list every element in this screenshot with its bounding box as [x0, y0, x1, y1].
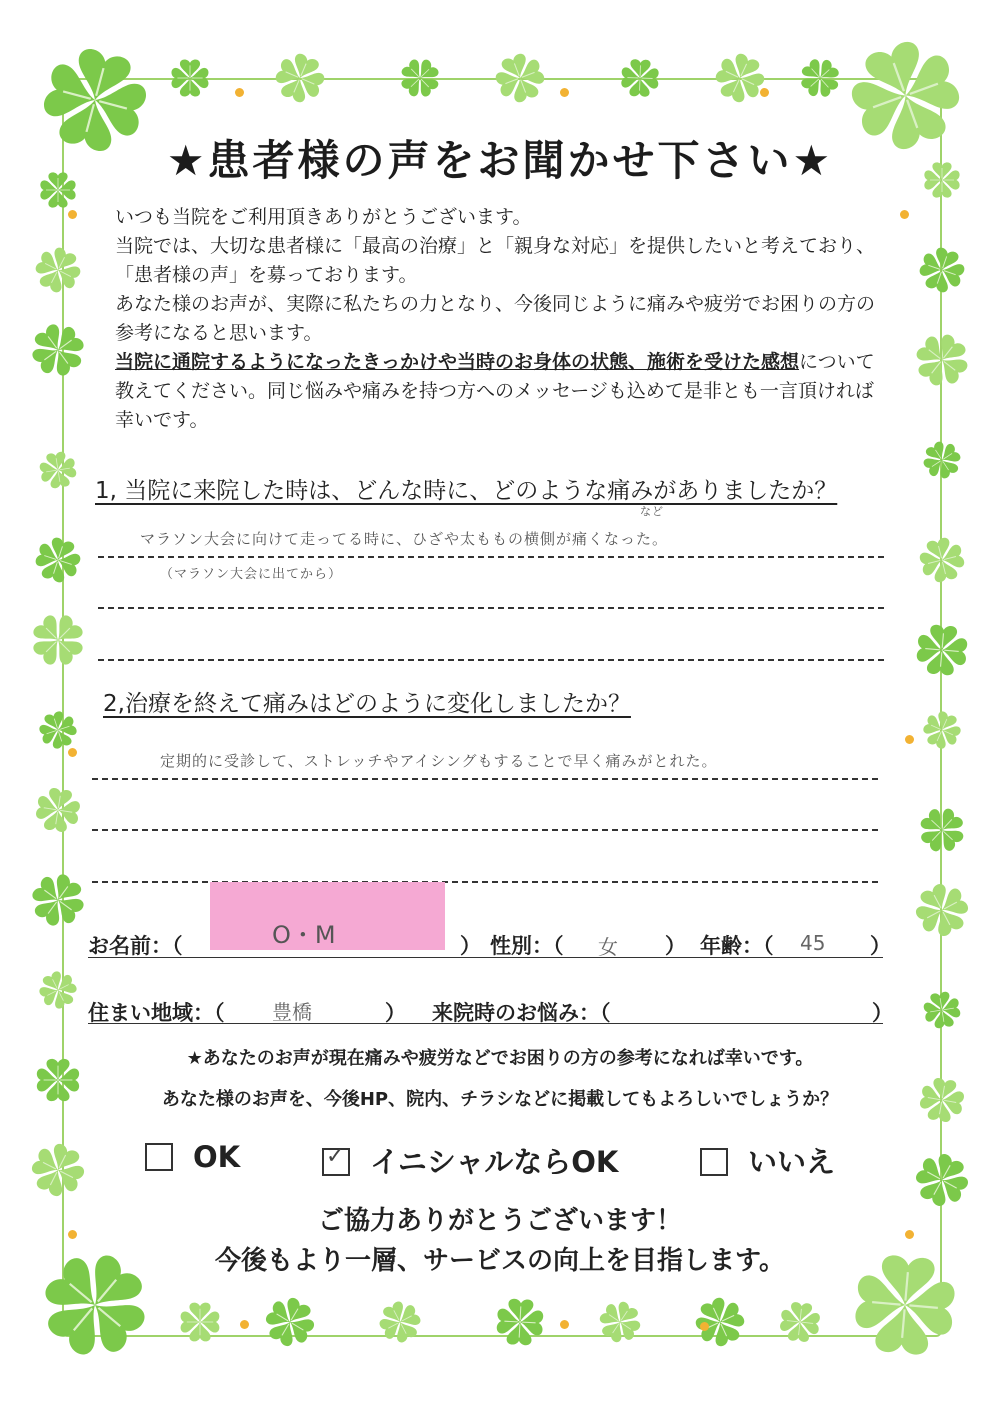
question-1: 1, 当院に来院した時は、どんな時に、どのような痛みがありましたか？	[95, 478, 838, 504]
clover-icon	[778, 1300, 822, 1344]
clover-icon	[918, 536, 966, 584]
option-no[interactable]	[700, 1140, 835, 1181]
clover-icon	[274, 52, 326, 104]
clover-icon	[918, 246, 966, 294]
clover-icon	[922, 990, 962, 1030]
decorative-dot	[560, 88, 569, 97]
clover-icon	[30, 612, 86, 668]
clover-icon	[34, 246, 82, 294]
decorative-dot	[700, 1322, 709, 1331]
gender-label: 性別：（	[490, 934, 564, 958]
worry-close: ）	[872, 1001, 893, 1025]
decorative-dot	[240, 1320, 249, 1329]
intro-p4-rest: について教えてください。同じ悩みや痛みを持つ方へのメッセージも込めて是非とも一言頂ければ幸いです。	[115, 351, 875, 431]
clover-icon	[30, 322, 86, 378]
decorative-dot	[235, 88, 244, 97]
clover-icon	[264, 1296, 316, 1348]
name-value[interactable]: O・M	[272, 921, 336, 949]
age-label: 年齢：（	[700, 934, 774, 958]
form-underline	[88, 957, 883, 958]
decorative-dot	[760, 88, 769, 97]
option-ok-label: OK	[193, 1140, 241, 1174]
clover-icon	[30, 872, 86, 928]
decorative-dot	[905, 735, 914, 744]
form-underline	[88, 1023, 883, 1024]
option-initial-ok[interactable]	[322, 1140, 618, 1181]
consent-question: あなた様のお声を、今後HP、院内、チラシなどに掲載してもよろしいでしょうか？	[161, 1089, 839, 1110]
question-2: 2,治療を終えて痛みはどのように変化しましたか？	[103, 691, 631, 717]
option-no-label: いいえ	[748, 1145, 836, 1179]
decorative-dot	[68, 210, 77, 219]
answer-line	[98, 659, 884, 661]
clover-icon	[922, 710, 962, 750]
answer-line	[92, 778, 878, 780]
answer-1-line1[interactable]: マラソン大会に向けて走ってる時に、ひざや太ももの横側が痛くなった。	[140, 530, 669, 548]
intro-p2: 当院では、大切な患者様に「最高の治療」と「親身な対応」を提供したいと考えており、「患者様の声」を募っております。	[115, 235, 876, 286]
page-title: ★患者様の声をお聞かせ下さい★	[166, 136, 834, 185]
clover-icon	[914, 882, 970, 938]
clover-icon	[378, 1300, 422, 1344]
area-label: 住まい地域：（	[88, 1001, 225, 1025]
answer-line	[98, 556, 884, 558]
clover-icon	[494, 52, 546, 104]
answer-2-line1[interactable]: 定期的に受診して、ストレッチやアイシングもすることで早く痛みがとれた。	[160, 752, 718, 770]
clover-icon	[38, 450, 78, 490]
clover-icon	[799, 57, 841, 99]
notice-text: ★あなたのお声が現在痛みや疲労などでお困りの方の参考になれば幸いです。	[186, 1048, 814, 1069]
intro-p3: あなた様のお声が、実際に私たちの力となり、今後同じように痛みや疲労でお困りの方の参考になると思います。	[115, 293, 876, 344]
option-ok[interactable]	[145, 1140, 240, 1174]
clover-icon	[38, 970, 78, 1010]
clover-icon	[922, 440, 962, 480]
clover-icon	[30, 1142, 86, 1198]
thanks-line2: 今後もより一層、サービスの向上を目指します。	[215, 1246, 785, 1276]
clover-icon	[598, 1300, 642, 1344]
intro-p4	[115, 348, 885, 435]
answer-line	[98, 607, 884, 609]
age-value[interactable]: 45	[800, 931, 826, 955]
clover-icon	[714, 52, 766, 104]
answer-1-line2[interactable]: （マラソン大会に出てから）	[160, 567, 343, 582]
clover-icon	[34, 536, 82, 584]
thanks-line1: ご協力ありがとうございます！	[317, 1206, 682, 1236]
clover-icon	[178, 1300, 222, 1344]
decorative-dot	[560, 1320, 569, 1329]
answer-1-note: など	[640, 505, 664, 518]
clover-icon	[918, 806, 966, 854]
clover-icon	[914, 332, 970, 388]
intro-p1: いつも当院をご利用頂きありがとうございます。	[115, 206, 532, 228]
option-initial-ok-label: イニシャルならOK	[370, 1145, 619, 1179]
clover-icon	[494, 1296, 546, 1348]
name-label: お名前：（	[88, 934, 183, 958]
answer-line	[92, 829, 878, 831]
gender-close: ）	[665, 934, 686, 958]
area-value[interactable]: 豊橋	[272, 1000, 312, 1024]
checkbox-initial-ok[interactable]	[322, 1144, 350, 1176]
clover-icon	[619, 57, 661, 99]
clover-icon	[34, 786, 82, 834]
age-close: ）	[870, 934, 891, 958]
clover-icon	[38, 710, 78, 750]
check-mark-icon: ✓	[326, 1144, 345, 1169]
checkbox-no[interactable]	[700, 1148, 728, 1176]
clover-icon	[914, 622, 970, 678]
gender-value[interactable]: 女	[598, 935, 618, 959]
area-close: ）	[385, 1001, 406, 1025]
clover-icon	[399, 57, 441, 99]
checkbox-ok[interactable]	[145, 1143, 173, 1171]
decorative-dot	[900, 210, 909, 219]
intro-text	[115, 203, 885, 435]
worry-label: 来院時のお悩み：（	[432, 1001, 611, 1025]
name-close: ）	[460, 934, 481, 958]
intro-p4-bold: 当院に通院するようになったきっかけや当時のお身体の状態、施術を受けた感想	[115, 351, 800, 373]
clover-icon	[169, 57, 211, 99]
decorative-dot	[68, 748, 77, 757]
